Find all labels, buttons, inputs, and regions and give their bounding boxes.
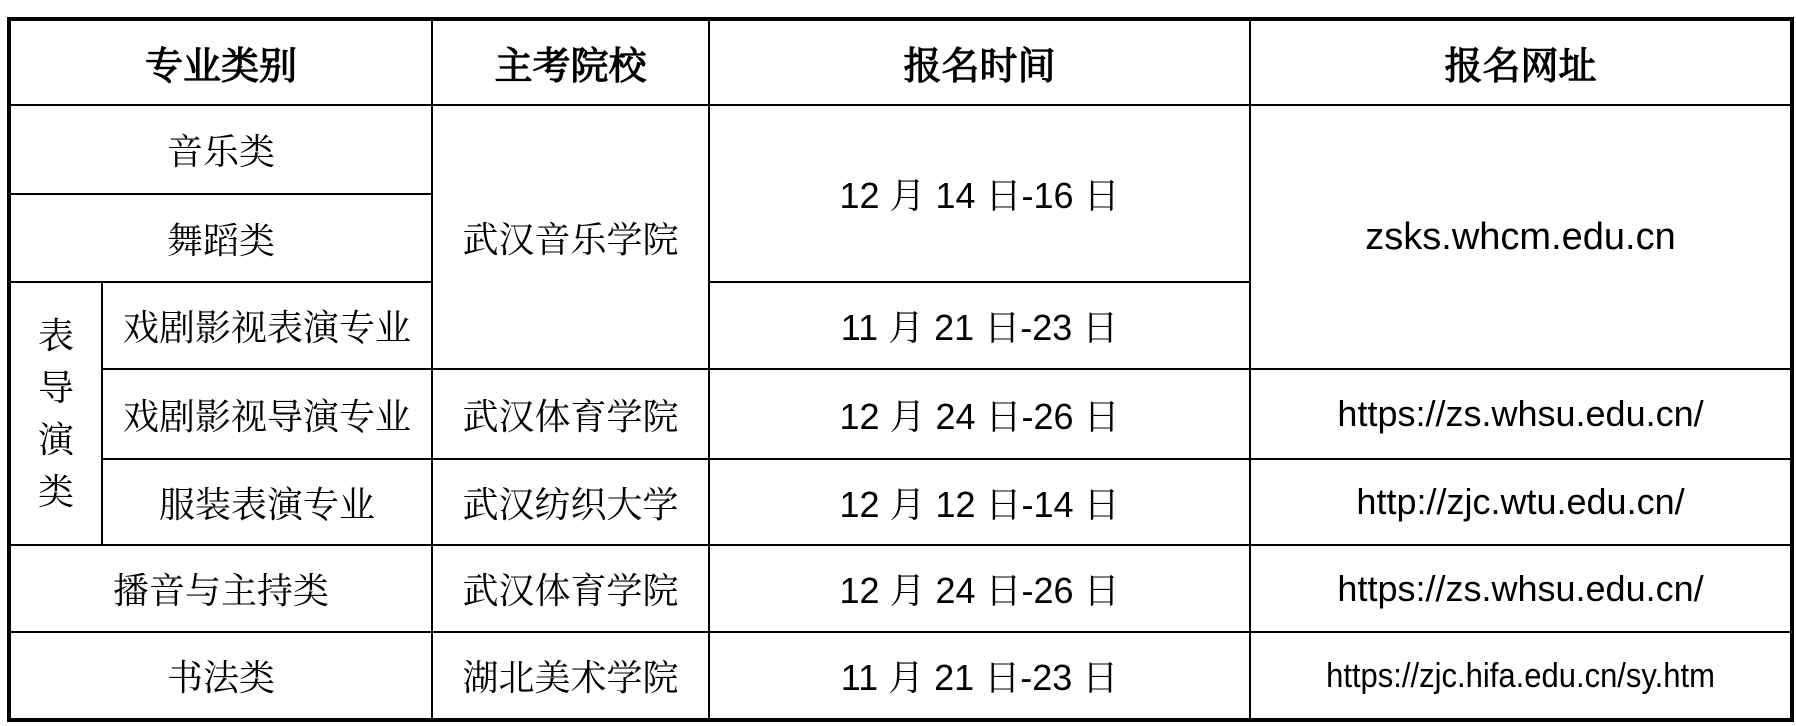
cell-fashion-performance-website: http://zjc.wtu.edu.cn/ bbox=[1250, 459, 1792, 545]
cell-fashion-performance-category: 服装表演专业 bbox=[102, 459, 432, 545]
cell-music-category: 音乐类 bbox=[9, 105, 432, 194]
cell-fashion-performance-institution: 武汉纺织大学 bbox=[432, 459, 709, 545]
cell-broadcasting-category: 播音与主持类 bbox=[9, 545, 432, 632]
table-row-drama-directing bbox=[9, 369, 1792, 459]
cell-drama-performance-time: 11 月 21 日-23 日 bbox=[709, 282, 1250, 369]
header-row bbox=[9, 19, 1792, 105]
cell-calligraphy-time: 11 月 21 日-23 日 bbox=[709, 632, 1250, 720]
vertical-group-label bbox=[11, 314, 101, 512]
header-category: 专业类别 bbox=[9, 19, 432, 105]
cell-drama-directing-time: 12 月 24 日-26 日 bbox=[709, 369, 1250, 459]
vertical-char-3: 演 bbox=[37, 418, 74, 460]
cell-music-group-institution: 武汉音乐学院 bbox=[432, 105, 709, 369]
cell-broadcasting-website: https://zs.whsu.edu.cn/ bbox=[1250, 545, 1792, 632]
cell-drama-directing-website: https://zs.whsu.edu.cn/ bbox=[1250, 369, 1792, 459]
vertical-char-4: 类 bbox=[37, 470, 74, 512]
vertical-char-2: 导 bbox=[37, 366, 74, 408]
cell-drama-directing-institution: 武汉体育学院 bbox=[432, 369, 709, 459]
cell-drama-performance-category: 戏剧影视表演专业 bbox=[102, 282, 432, 369]
table-row-fashion-performance bbox=[9, 459, 1792, 545]
table-row-broadcasting bbox=[9, 545, 1792, 632]
cell-dance-category: 舞蹈类 bbox=[9, 194, 432, 282]
header-institution: 主考院校 bbox=[432, 19, 709, 105]
cell-calligraphy-institution: 湖北美术学院 bbox=[432, 632, 709, 720]
table-row-calligraphy bbox=[9, 632, 1792, 720]
cell-calligraphy-category: 书法类 bbox=[9, 632, 432, 720]
cell-broadcasting-institution: 武汉体育学院 bbox=[432, 545, 709, 632]
table-row-music bbox=[9, 105, 1792, 194]
header-website: 报名网址 bbox=[1250, 19, 1792, 105]
cell-music-dance-time: 12 月 14 日-16 日 bbox=[709, 105, 1250, 282]
header-time: 报名时间 bbox=[709, 19, 1250, 105]
registration-table bbox=[7, 17, 1794, 722]
cell-music-group-website: zsks.whcm.edu.cn bbox=[1250, 105, 1792, 369]
cell-performance-directing-group-label bbox=[9, 282, 102, 545]
vertical-char-1: 表 bbox=[37, 314, 74, 356]
cell-broadcasting-time: 12 月 24 日-26 日 bbox=[709, 545, 1250, 632]
cell-drama-directing-category: 戏剧影视导演专业 bbox=[102, 369, 432, 459]
cell-calligraphy-website: https://zjc.hifa.edu.cn/sy.htm bbox=[1250, 627, 1792, 726]
cell-fashion-performance-time: 12 月 12 日-14 日 bbox=[709, 459, 1250, 545]
